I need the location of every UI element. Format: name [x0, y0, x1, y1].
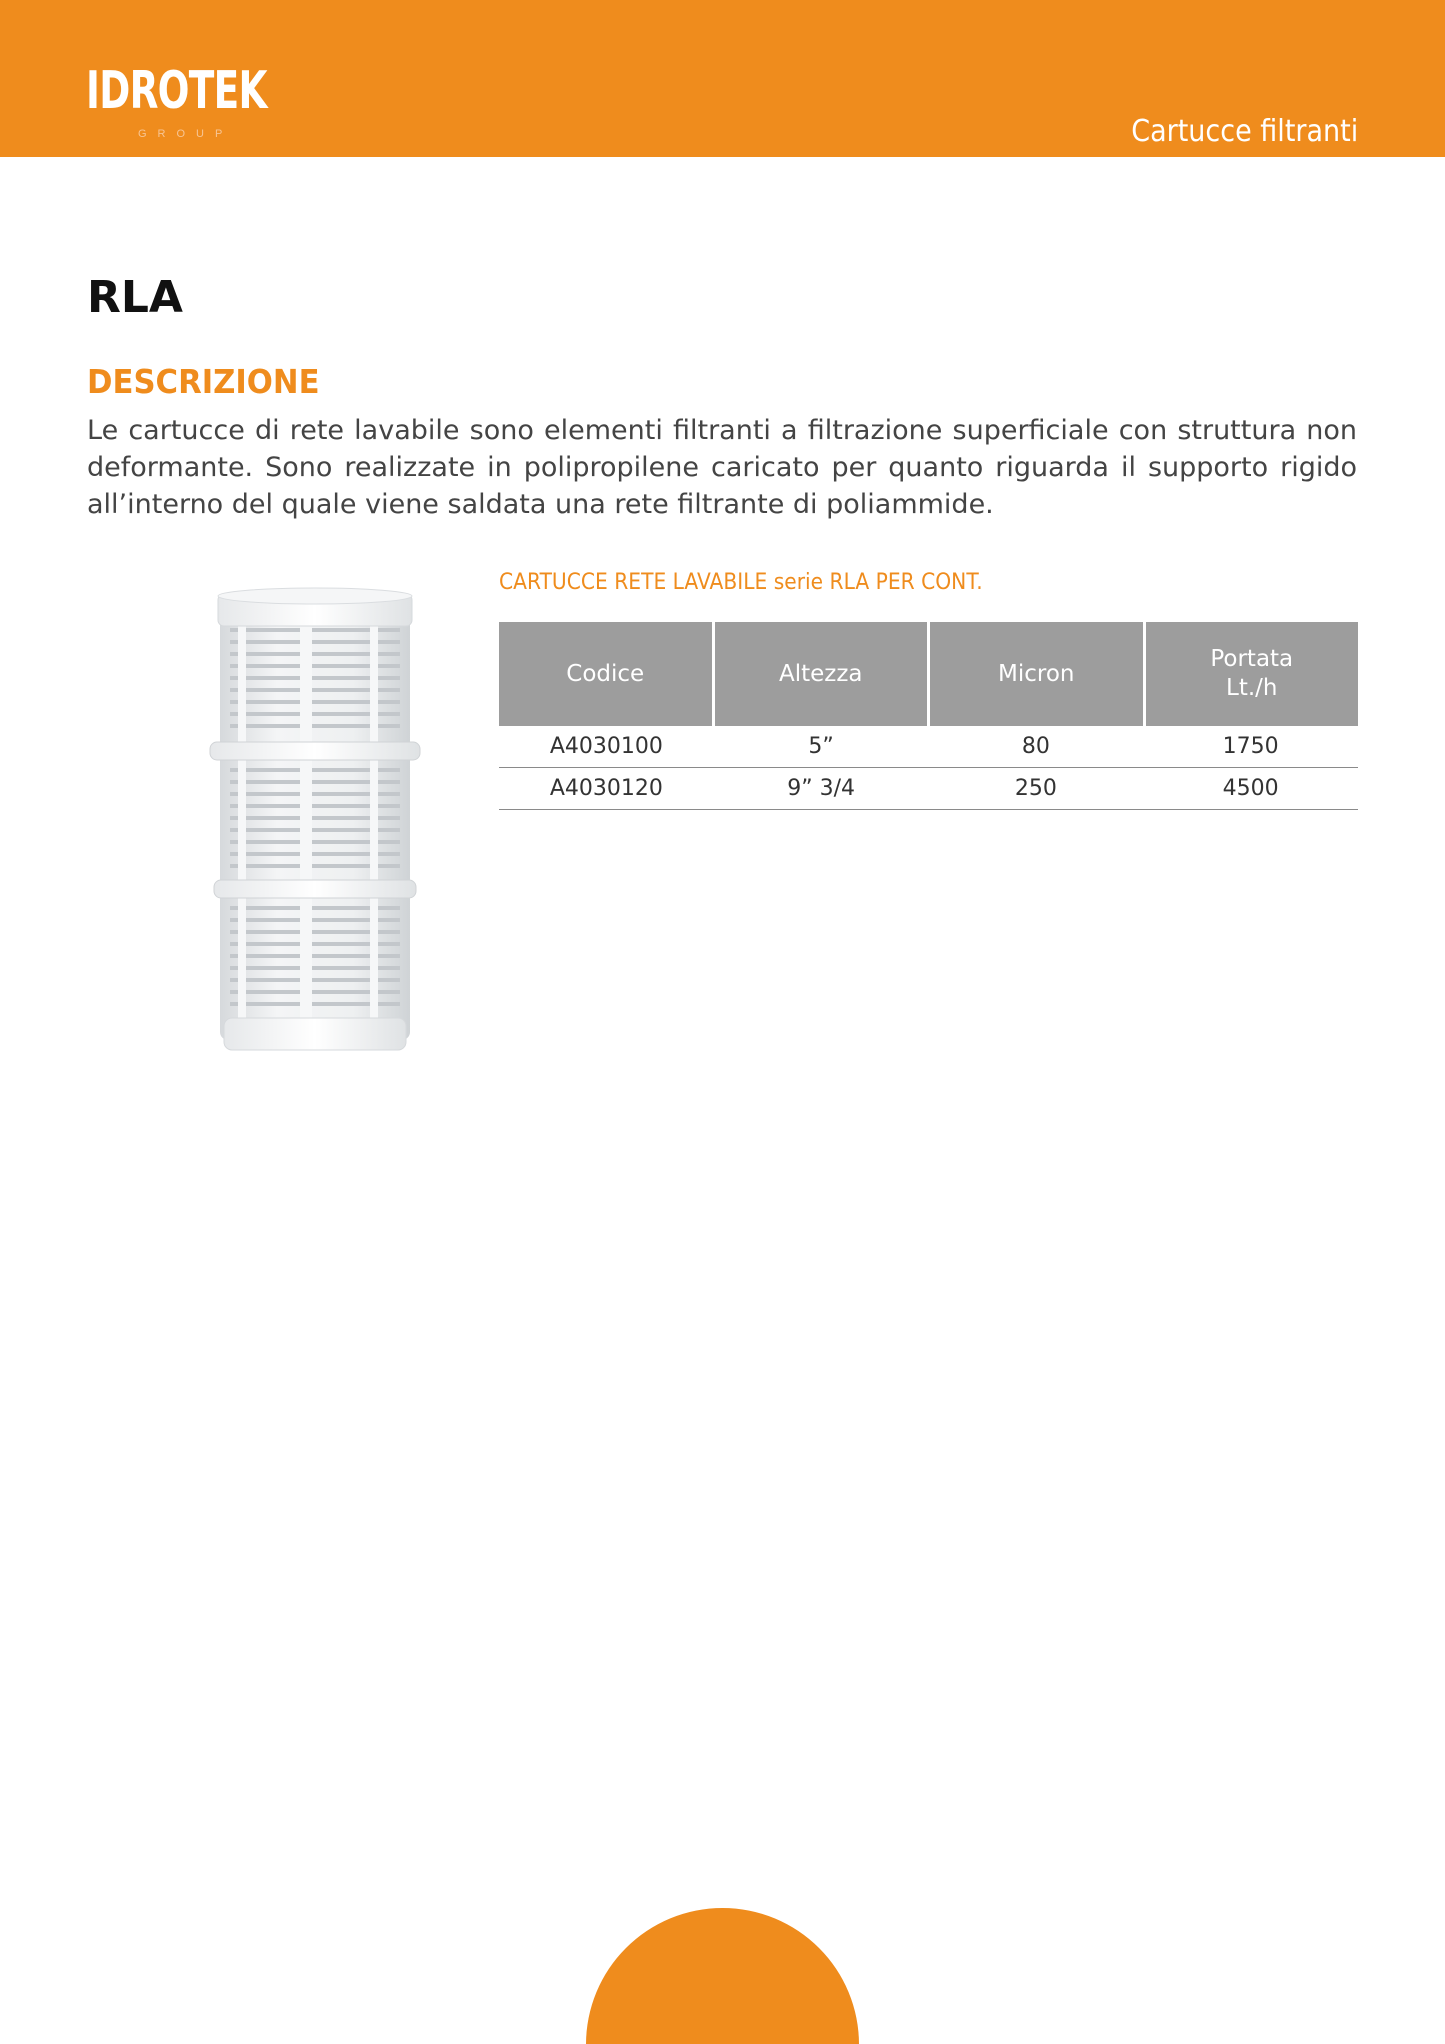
logo-subtext: GROUP	[138, 128, 234, 140]
header-codice: Codice	[499, 622, 715, 726]
header-micron: Micron	[930, 622, 1146, 726]
table-header-row	[499, 622, 1358, 726]
filter-cartridge-image	[200, 570, 430, 1070]
header-portata: Portata Lt./h	[1146, 622, 1359, 726]
brand-logo	[86, 61, 296, 146]
cell-codice: A4030100	[549, 734, 663, 759]
description-heading: DESCRIZIONE	[87, 362, 320, 401]
cell-portata: 1750	[1222, 734, 1279, 759]
product-title: RLA	[87, 272, 183, 323]
page-header	[0, 0, 1445, 157]
cell-micron: 80	[1021, 734, 1050, 759]
table-row	[499, 726, 1358, 768]
description-text: Le cartucce di rete lavabile sono elementi filtranti a filtrazione superficiale con struttura non deformante. Sono realizzate in polipropilene caricato per quanto riguarda il supporto rigido all’interno del quale viene saldata una rete filtrante di poliammide.	[87, 415, 1357, 520]
cell-portata: 4500	[1222, 776, 1279, 801]
spec-table	[499, 622, 1358, 810]
section-title: Cartucce filtranti	[1130, 114, 1358, 149]
footer-decoration	[586, 1908, 859, 2044]
cell-micron: 250	[1014, 776, 1057, 801]
cell-altezza: 5”	[808, 734, 834, 759]
table-caption: CARTUCCE RETE LAVABILE serie RLA PER CONT.	[499, 570, 983, 595]
cell-altezza: 9” 3/4	[787, 776, 856, 801]
header-altezza: Altezza	[715, 622, 931, 726]
logo-wordmark: IDROTEK	[86, 61, 267, 121]
table-row	[499, 768, 1358, 810]
cell-codice: A4030120	[549, 776, 663, 801]
